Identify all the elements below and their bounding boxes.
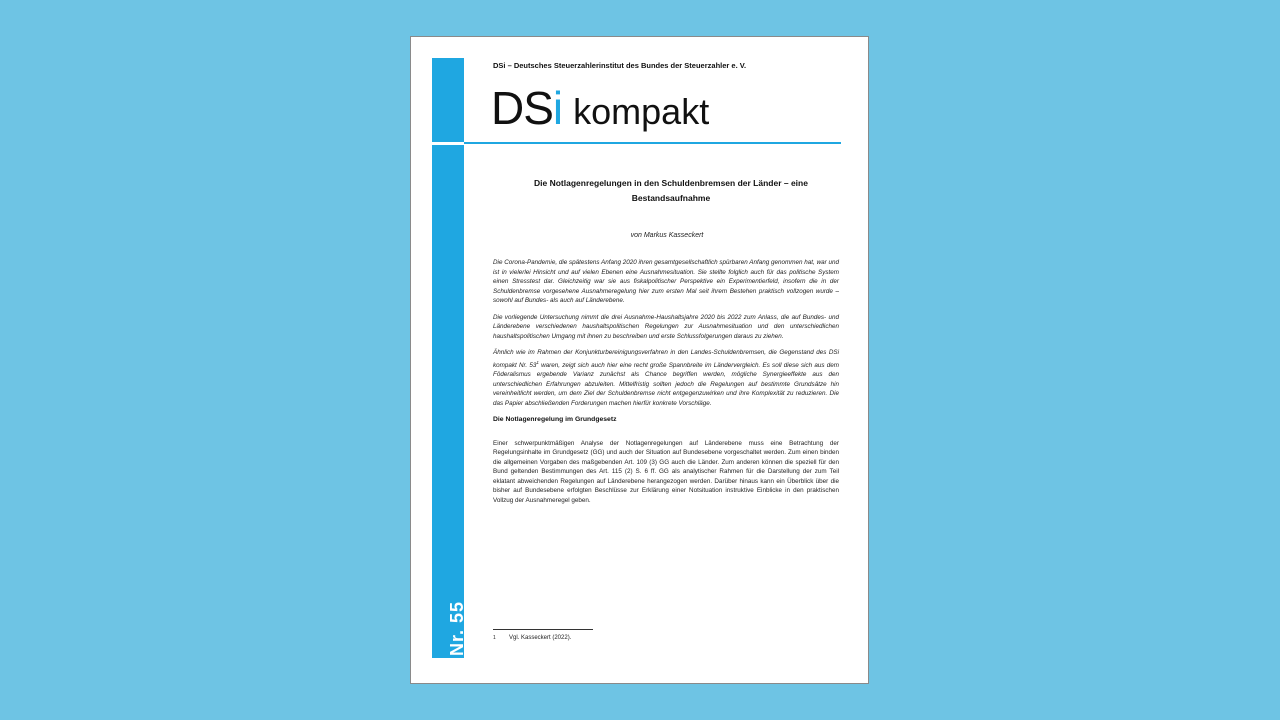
section-paragraph: Einer schwerpunktmäßigen Analyse der Notlagenregelungen auf Länderebene muss eine Betrachtung der Regelungsinhalte im Grundgesetz (GG) und auch der Situation auf Bundesebene vorgeschaltet werden. Zum einen binden die allgemeinen Vorgaben des maßgebenden Art. 109 (3) GG auch die Länder. Zum anderen können die speziell für den Bund geltenden Bestimmungen des Art. 115 (2) S. 6 ff. GG als analytischer Rahmen für die Darstellung der zum Teil eklatant abweichenden Regelungen auf Länderebene herangezogen werden. Darüber hinaus kann ein Überblick über die bisher auf Bundesebene erfolgten Beschlüsse zur Erklärung einer Notsituation instruktive Einblicke in den praktischen Vollzug der Ausnahmeregel geben. — [493, 439, 839, 504]
issue-label — [448, 601, 475, 656]
brand-logo — [491, 83, 709, 145]
document-title: Die Notlagenregelungen in den Schuldenbremsen der Länder – eine Bestandsaufnahme — [534, 178, 808, 203]
footnote-number: 1 — [493, 635, 496, 641]
side-bar-divider — [432, 142, 464, 145]
document-author: von Markus Kasseckert — [630, 232, 704, 239]
abstract-paragraph-3 — [493, 348, 839, 408]
brand-i: i — [552, 82, 564, 134]
footnote-text: Vgl. Kasseckert (2022). — [509, 635, 572, 641]
side-bar-top-block — [432, 58, 464, 142]
brand-underline — [464, 142, 841, 144]
footnote-ref: 1 — [536, 359, 539, 365]
section-heading: Die Notlagenregelung im Grundgesetz — [493, 416, 617, 424]
abstract-paragraph-2: Die vorliegende Untersuchung nimmt die drei Ausnahme-Haushaltsjahre 2020 bis 2022 zum Anlass, die auf Bundes- und Länderebene verschiedenen haushaltspolitischen Regelungen zur Ausnahmesituation und den unterschiedlichen haushaltspolitischen Umgang mit ihnen zu beschreiben und erste Schlussfolgerungen daraus zu ziehen. — [493, 313, 839, 340]
institute-name: DSi – Deutsches Steuerzahlerinstitut des Bundes der Steuerzahler e. V. — [493, 61, 747, 70]
brand-ds: DS — [491, 82, 553, 134]
footnote — [493, 635, 571, 641]
brand-kompakt: kompakt — [573, 91, 710, 132]
document-body — [493, 258, 839, 512]
issue-date: 5. April 2023 — [467, 617, 474, 656]
abstract-paragraph-1: Die Corona-Pandemie, die spätestens Anfang 2020 ihren gesamtgesellschaftlich spürbaren Anfang genommen hat, war und ist in vielerlei Hinsicht und auf vielen Ebenen eine Ausnahmesituation. Sie stellte folglich auch für das politische System einen Stresstest dar. Gleichzeitig war sie aus fiskalpolitischer Perspektive ein Experimentierfeld, insofern die in der Schuldenbremse vorgesehene Ausnahmeregelung hier zum ersten Mal seit ihrem Bestehen praktisch vollzogen wurde – sowohl auf Bundes- als auch auf Länderebene. — [493, 259, 839, 304]
issue-number: Nr. 55 — [447, 600, 467, 656]
side-accent-bar — [432, 58, 474, 658]
abstract-3-post: waren, zeigt sich auch hier eine recht große Spannbreite im Ländervergleich. Es soll diese sich aus dem Föderalismus ergebende Varianz zunächst als Chance begriffen werden, mögliche Synergieeffekte aus den unterschiedlichen Erfahrungen abzuleiten. Mittelfristig sollten jedoch die Regelungen auf bestimmte Grundsätze hin vereinheitlicht werden, um dem Ziel der Schuldenbremse nicht entgegenzuwirken und ihre Komplexität zu reduzieren. Die das Papier abschließenden Forderungen machen hierfür konkrete Vorschläge. — [493, 361, 839, 407]
document-page — [410, 36, 869, 684]
abstract-3-pre: Ähnlich wie im Rahmen der Konjunkturbereinigungsverfahren in den Landes-Schuldenbremsen, die Gegenstand des DSi kompakt Nr. 53 — [493, 349, 839, 369]
footnote-divider — [493, 629, 593, 630]
